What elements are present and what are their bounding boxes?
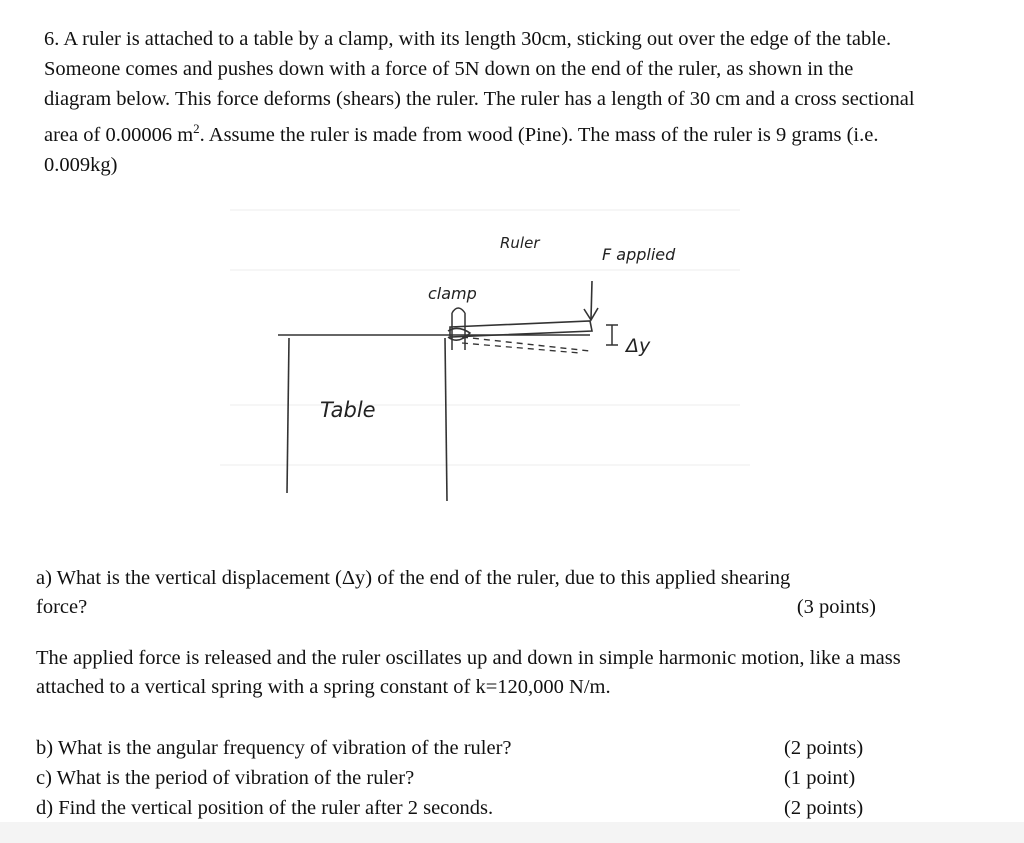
subquestion-list [36, 733, 876, 823]
ruler-diagram [200, 195, 760, 515]
released-paragraph: The applied force is released and the ruler oscillates up and down in simple harmonic motion, like a mass attached to a vertical spring with a spring constant of k=120,000 N/m. [36, 647, 901, 698]
subquestion-points: (1 point) [784, 767, 856, 789]
subquestion-c [36, 763, 876, 793]
clamp-label: clamp [428, 284, 477, 303]
question-a [36, 564, 876, 622]
subquestion-points: (2 points) [784, 797, 864, 819]
problem-statement [44, 24, 924, 180]
page-bottom-band [0, 822, 1024, 843]
subquestion-b [36, 733, 876, 763]
question-a-points: (3 points) [796, 596, 876, 618]
problem-text-part2: . Assume the ruler is made from wood (Pine). The mass of the ruler is 9 grams (i.e. 0.009kg) [44, 123, 879, 176]
force-label: F applied [602, 245, 676, 264]
subquestion-points: (2 points) [784, 737, 864, 759]
subquestion-text: b) What is the angular frequency of vibration of the ruler? [36, 737, 512, 759]
delta-y-label: Δy [626, 335, 651, 357]
force-arrow [584, 281, 598, 320]
question-a-line2: force? [36, 596, 88, 618]
subquestion-text: d) Find the vertical position of the ruler after 2 seconds. [36, 797, 494, 819]
subquestion-d [36, 793, 876, 823]
ruler-drawing [450, 321, 592, 353]
ruler-label: Ruler [500, 234, 540, 252]
displacement-marker [606, 325, 618, 345]
problem-text-part1: A ruler is attached to a table by a clamp, with its length 30cm, sticking out over the edge of the table. Someone comes and pushes down with a force of 5N down on the end of the ruler, as shown in the diagram below. This force deforms (shears) the ruler. The ruler has a length of 30 cm and a cross sectional area of 0.00006 m [44, 28, 915, 146]
question-a-line1: a) What is the vertical displacement (Δy) of the end of the ruler, due to this applied shearing [36, 567, 791, 589]
problem-number: 6. [44, 28, 60, 50]
table-label: Table [320, 398, 376, 422]
subquestion-text: c) What is the period of vibration of the ruler? [36, 767, 415, 789]
area-exponent: 2 [193, 121, 200, 136]
